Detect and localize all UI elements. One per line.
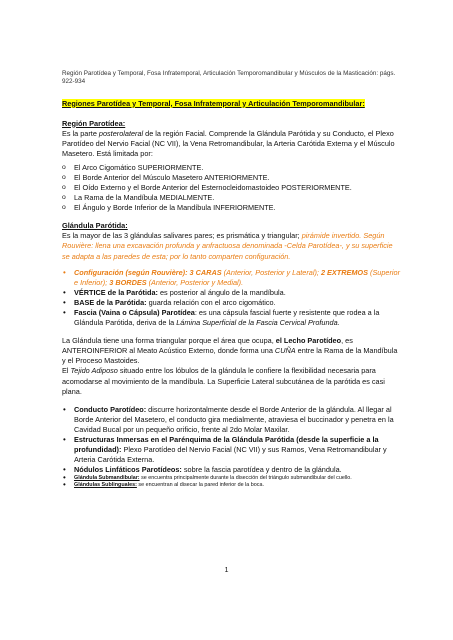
region-parotidea-heading: Región Parotídea: bbox=[62, 118, 126, 128]
limit-item: o El Ángulo y Borde Inferior de la Mandíbula INFERIORMENTE. bbox=[62, 203, 402, 213]
p3-tejido: Tejido Adiposo bbox=[70, 366, 118, 376]
intro-text-3: de la región Facial. Comprende la Glándula Parótida y su Conducto, el Plexo Parotídeo del Nervio Facial (NC VII), la Vena Retromandibular, la Arteria Carótida Externa y el Músculo Masetero. Está limitada por: bbox=[62, 128, 395, 158]
region-parotidea-intro bbox=[62, 129, 402, 160]
lecho-parotideo-paragraph bbox=[62, 336, 402, 367]
glandula-parotida-intro bbox=[62, 231, 402, 262]
intro-text: Es la mayor de las 3 glándulas salivares pares; es prismática y triangular; bbox=[62, 231, 302, 241]
p2-text-e: entre la Rama de la Mandíbula y el Proceso Mastoides. bbox=[62, 346, 398, 366]
sublinguales-label: Glándulas Sublinguales: bbox=[74, 482, 137, 489]
main-heading-line bbox=[62, 93, 402, 111]
tejido-adiposo-paragraph bbox=[62, 366, 402, 397]
conducto-list bbox=[62, 405, 402, 489]
nodulos-label: Nódulos Linfáticos Parotídeos: bbox=[74, 465, 182, 475]
limits-list bbox=[62, 163, 402, 213]
config-caras-detail: (Anterior, Posterior y Lateral); bbox=[221, 267, 321, 277]
page-number: 1 bbox=[224, 565, 229, 574]
estructuras-label: Estructuras Inmersas en el Parénquima de la Glándula Parótida (desde la superficie a la profundidad): bbox=[74, 435, 379, 455]
p2-lecho: el Lecho Parotídeo bbox=[275, 335, 342, 345]
vertice-item bbox=[62, 288, 402, 298]
conducto-label: Conducto Parotídeo: bbox=[74, 405, 147, 415]
submandibular-text: se encuentra principalmente durante la disección del triángulo submandibular del cuello. bbox=[139, 475, 352, 482]
p2-cuna: CUÑA bbox=[274, 346, 296, 356]
conducto-text: discurre horizontalmente desde el Borde Anterior de la glándula. Al llegar al Borde Anterior del Masetero, el conducto gira medialmente, atraviesa el buccinador y penetra en la Cavidad Bucal por un pequeño orificio, frente al 2do Molar Maxilar. bbox=[74, 405, 394, 435]
rouviere-note: pirámide invertido. Según Rouvière: llena una excavación profunda y anfractuosa denominada -Celda Parotídea-, y su superficie se adapta a las paredes de esta; por lo tanto comparten configuración. bbox=[62, 231, 393, 261]
config-item bbox=[62, 268, 402, 288]
conducto-item bbox=[62, 405, 402, 435]
glandula-parotida-heading: Glándula Parótida: bbox=[62, 221, 128, 231]
base-item bbox=[62, 298, 402, 308]
config-extremos-detail: (Superior e Inferior); bbox=[74, 267, 401, 287]
parotida-features-list bbox=[62, 268, 402, 328]
nodulos-item bbox=[62, 465, 402, 475]
p2-text-a: La Glándula tiene una forma triangular porque el área que ocupa, bbox=[62, 335, 276, 345]
limit-item: o El Oído Externo y el Borde Anterior del Esternocleidomastoideo POSTERIORMENTE. bbox=[62, 183, 402, 193]
config-label: Configuración (según Rouvière): bbox=[74, 267, 190, 277]
limit-item: o La Rama de la Mandíbula MEDIALMENTE. bbox=[62, 193, 402, 203]
submandibular-item bbox=[62, 475, 402, 482]
p3-text-c: situado entre los lóbulos de la glándula le confiere la flexibilidad necesaria para acomodarse al movimiento de la mandíbula. La Superficie Lateral subcutánea de la parótida es casi plana. bbox=[62, 366, 385, 396]
intro-text-2: posterolateral bbox=[98, 128, 144, 138]
header-citation: Región Parotídea y Temporal, Fosa Infratemporal, Articulación Temporomandibular y Músculos de la Masticación: págs. 922-934 bbox=[62, 70, 396, 86]
p2-text-c: , es ANTEROINFERIOR al Meato Acústico Externo, donde forma una bbox=[62, 335, 353, 356]
limit-item: o El Arco Cigomático SUPERIORMENTE. bbox=[62, 163, 402, 173]
config-bordes-detail: (Anterior, Posterior y Medial). bbox=[146, 277, 244, 287]
config-caras: 3 CARAS bbox=[189, 267, 222, 277]
fascia-text: : es una cápsula fascial fuerte y resistente que rodea a la Glándula Parótida, deriva de la bbox=[74, 307, 380, 327]
estructuras-text: Plexo Parotídeo del Nervio Facial (NC VII) y sus Ramos, Vena Retromandibular y Arteria Carótida Externa. bbox=[74, 445, 387, 465]
fascia-item bbox=[62, 308, 402, 328]
intro-text-1: Es la parte bbox=[62, 128, 99, 138]
page-content bbox=[62, 70, 402, 489]
p3-text-a: El bbox=[62, 366, 71, 376]
vertice-text: es posterior al ángulo de la mandíbula. bbox=[157, 287, 286, 297]
fascia-lamina: Lámina Superficial de la Fascia Cervical Profunda. bbox=[176, 317, 340, 327]
estructuras-item bbox=[62, 435, 402, 465]
base-label: BASE de la Parótida: bbox=[74, 297, 147, 307]
submandibular-label: Glándula Submandibular: bbox=[74, 475, 140, 482]
vertice-label: VÉRTICE de la Parótida: bbox=[74, 287, 158, 297]
sublinguales-text: se encuentran al disecar la pared inferior de la boca. bbox=[136, 482, 264, 489]
config-bordes: 3 BORDES bbox=[109, 277, 147, 287]
base-text: guarda relación con el arco cigomático. bbox=[146, 297, 276, 307]
limit-item: o El Borde Anterior del Músculo Masetero ANTERIORMENTE. bbox=[62, 173, 402, 183]
nodulos-text: sobre la fascia parotídea y dentro de la glándula. bbox=[181, 465, 342, 475]
main-heading: Regiones Parotídea y Temporal, Fosa Infratemporal y Articulación Temporomandibular: bbox=[62, 98, 365, 108]
fascia-label: Fascia (Vaina o Cápsula) Parotídea bbox=[74, 307, 195, 317]
config-extremos: 2 EXTREMOS bbox=[320, 267, 368, 277]
sublinguales-item bbox=[62, 482, 402, 489]
